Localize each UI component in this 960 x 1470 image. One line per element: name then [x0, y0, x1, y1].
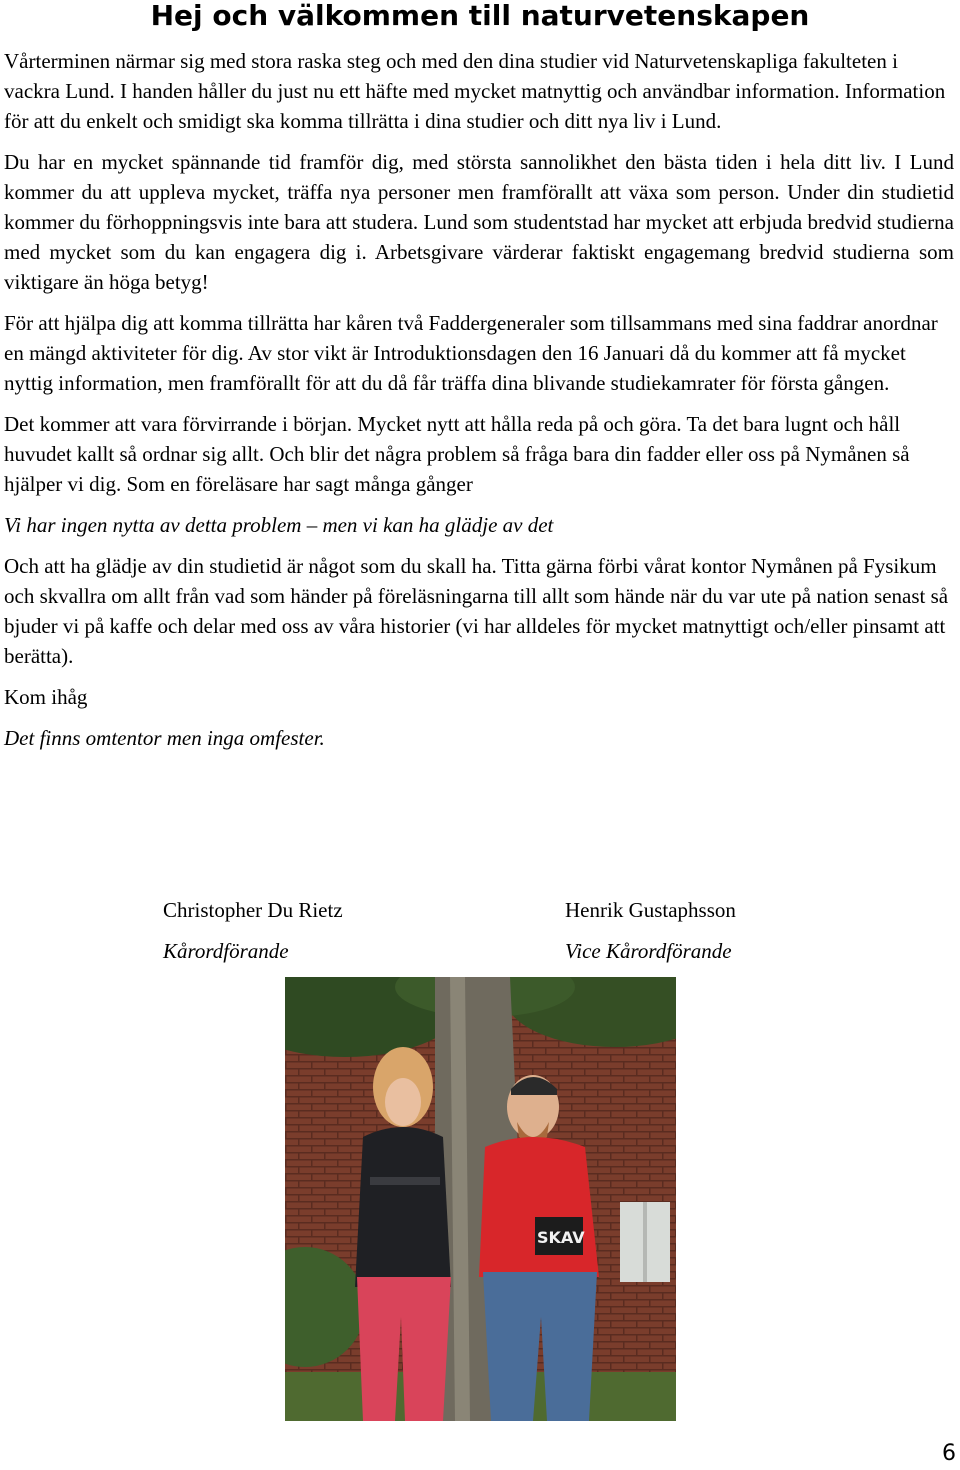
- signature-role-right: Vice Kårordförande: [565, 939, 732, 963]
- page-title: Hej och välkommen till naturvetenskapen: [150, 0, 810, 32]
- signature-role-left: Kårordförande: [163, 939, 289, 963]
- paragraph: För att hjälpa dig att komma tillrätta har kåren två Faddergeneraler som tillsammans med sina faddrar anordnar en mängd aktiviteter för dig. Av stor vikt är Introduktionsdagen den 16 Januari då du kommer att få mycket nyttig information, men framförallt för att du då får träffa dina blivande studiekamrater för första gången.: [4, 311, 938, 395]
- letter-body: [4, 46, 954, 764]
- closing-line: Det finns omtentor men inga omfester.: [4, 726, 325, 750]
- paragraph: Vårterminen närmar sig med stora raska steg och med den dina studier vid Naturvetenskapliga fakulteten i vackra Lund. I handen håller du just nu ett häfte med mycket matnyttig och användbar information. Information för att du enkelt och smidigt ska komma tillrätta i dina studier och ditt nya liv i Lund.: [4, 49, 946, 133]
- page-number: 6: [942, 1441, 956, 1466]
- signature-name-right: Henrik Gustaphsson: [565, 898, 736, 922]
- paragraph: Det kommer att vara förvirrande i början. Mycket nytt att hålla reda på och göra. Ta det bara lugnt och håll huvudet kallt så ordnar sig allt. Och blir det några problem så fråga bara din fadder eller oss på Nymånen så hjälper vi dig. Som en föreläsare har sagt många gånger: [4, 412, 910, 496]
- shirt-print: SKAV: [537, 1228, 585, 1247]
- paragraph: Kom ihåg: [4, 685, 88, 709]
- quote: Vi har ingen nytta av detta problem – men vi kan ha glädje av det: [4, 513, 554, 537]
- paragraph: Du har en mycket spännande tid framför dig, med största sannolikhet den bästa tiden i hela ditt liv. I Lund kommer du att uppleva mycket, träffa nya personer men framförallt att växa som person. Under din studietid kommer du förhoppningsvis inte bara att studera. Lund som studentstad har mycket att erbjuda bredvid studierna med mycket som du kan engagera dig i. Arbetsgivare värderar faktiskt engagemang bredvid studierna som viktigare än höga betyg!: [4, 150, 954, 294]
- portrait-photo: [285, 977, 676, 1421]
- signature-name-left: Christopher Du Rietz: [163, 898, 343, 922]
- photo-illustration: [285, 977, 676, 1421]
- paragraph: Och att ha glädje av din studietid är något som du skall ha. Titta gärna förbi vårat kontor Nymånen på Fysikum och skvallra om allt från vad som händer på föreläsningarna till allt som hände när du var ute på nation senast så bjuder vi på kaffe och delar med oss av våra historier (vi har alldeles för mycket matnyttigt och/eller pinsamt att berätta).: [4, 554, 949, 668]
